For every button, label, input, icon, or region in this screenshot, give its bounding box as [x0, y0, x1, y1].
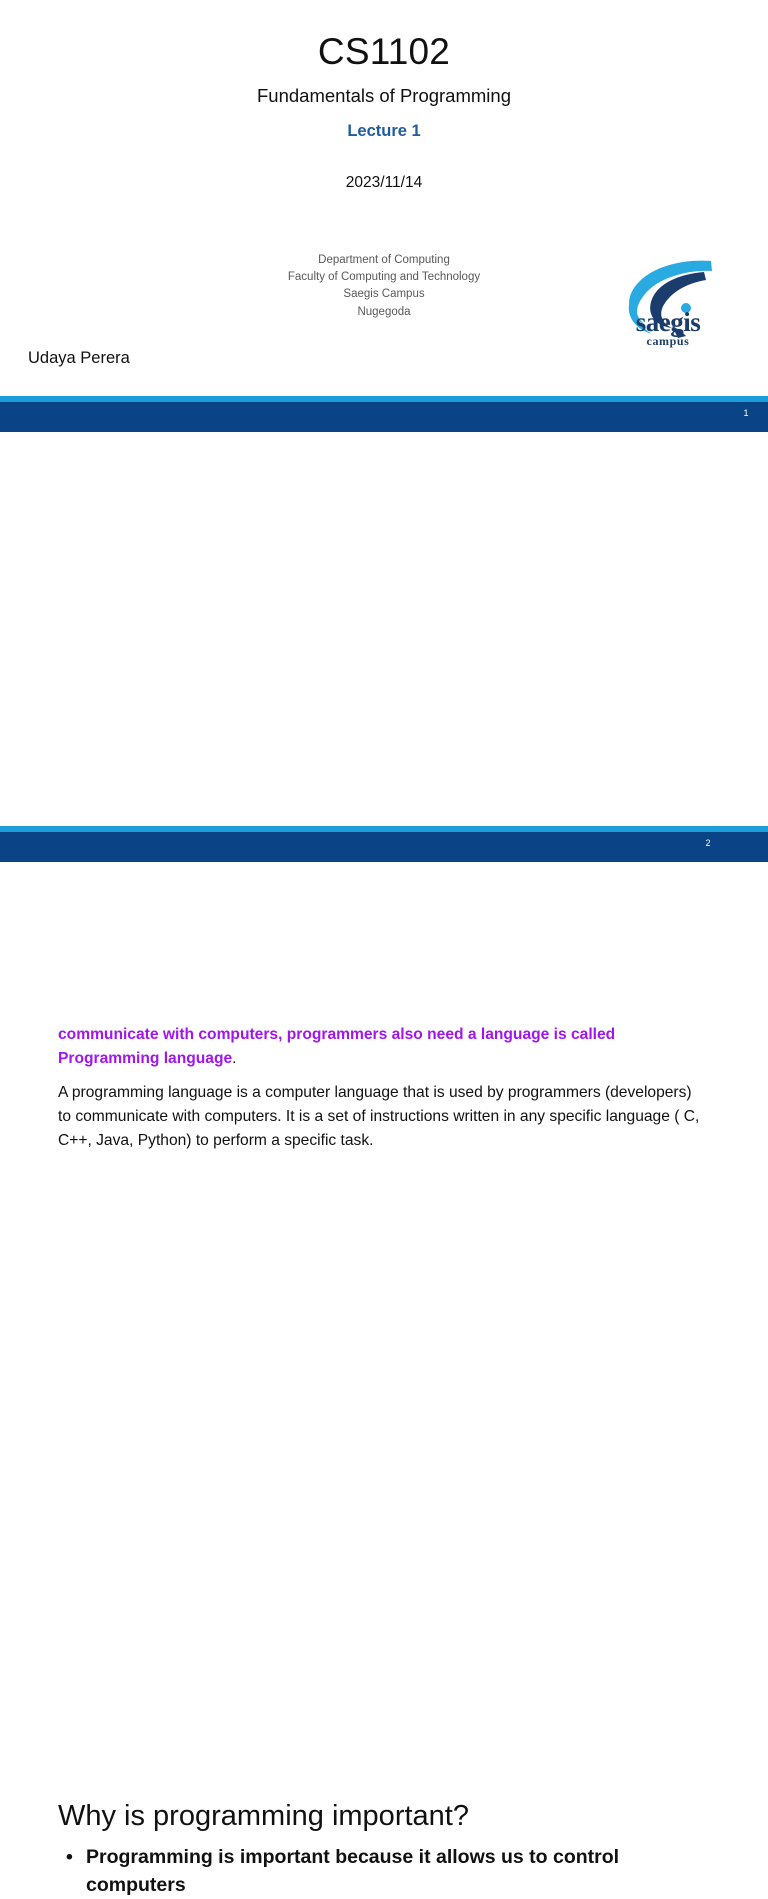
department-line-1: Department of Computing	[318, 254, 450, 266]
department-line-2: Faculty of Computing and Technology	[287, 271, 481, 284]
bullet-marker: •	[66, 1846, 73, 1868]
slide-3-bullet-list	[58, 1843, 708, 1899]
footer-band	[0, 832, 768, 862]
paragraph-1-highlight: communicate with computers, programmers also need a language is called Programming language	[58, 1025, 616, 1068]
course-name: Fundamentals of Programming	[257, 85, 511, 106]
slide-3-heading: Why is programming important?	[58, 1800, 469, 1833]
slide-1-title	[0, 0, 768, 396]
saegis-campus-logo-icon	[616, 256, 720, 352]
department-line-4: Nugegoda	[357, 305, 411, 318]
slide-number-1: 1	[743, 408, 749, 418]
svg-text:campus: campus	[646, 334, 690, 348]
course-code: CS1102	[317, 31, 451, 72]
lecture-date: 2023/11/14	[345, 174, 423, 191]
department-line-3: Saegis Campus	[343, 288, 425, 301]
footer-band	[0, 402, 768, 432]
slide-1-footer	[0, 396, 768, 432]
lecture-number: Lecture 1	[347, 122, 421, 140]
slide-number-2: 2	[705, 838, 711, 848]
paragraph-1-plain-end: .	[232, 1050, 237, 1068]
svg-text:saegis: saegis	[635, 307, 701, 337]
bullet-text: Programming is important because it allows us to control computers	[86, 1846, 620, 1896]
slide-2-footer	[0, 826, 768, 862]
slide-2-content	[0, 432, 768, 1150]
list-item	[58, 1843, 708, 1899]
presenter-name: Udaya Perera	[28, 349, 130, 367]
slide-2-paragraph-2: A programming language is a computer language that is used by programmers (developers) to communicate with computers. It is a set of instructions written in any specific language ( C, C++, Java, Python) to perform a specific task.	[58, 1083, 700, 1150]
